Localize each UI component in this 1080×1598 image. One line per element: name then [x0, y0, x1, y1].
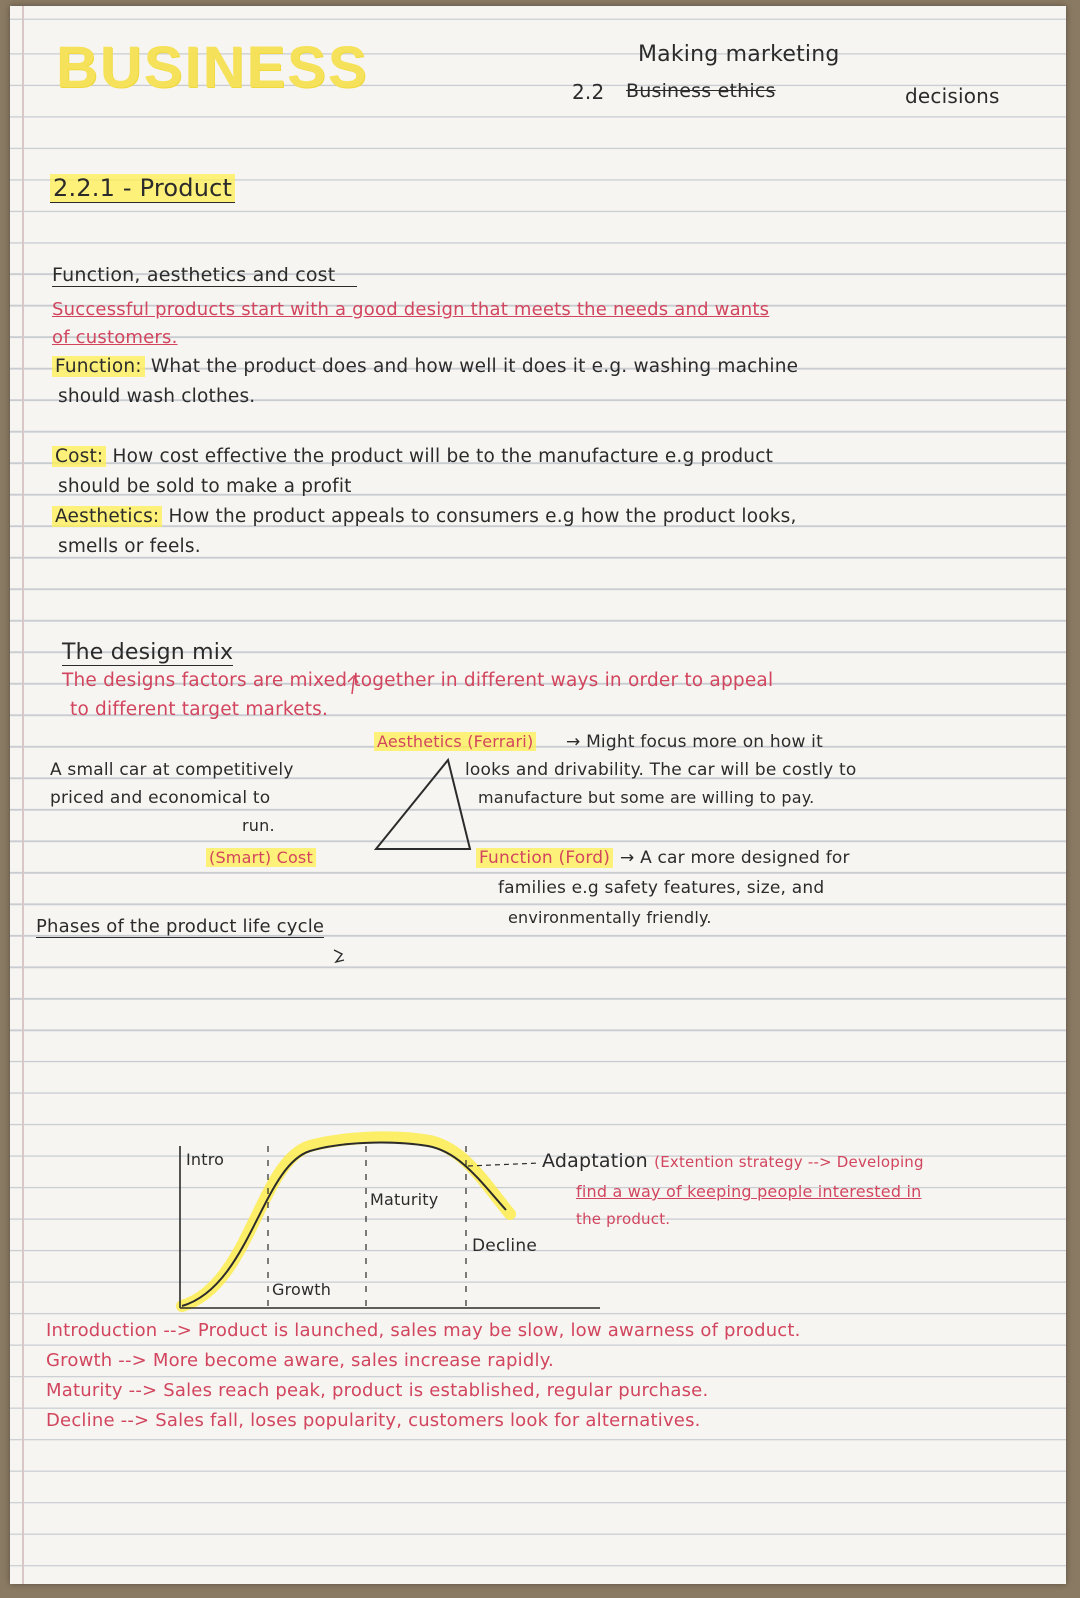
section-number: 2.2 [572, 80, 605, 104]
function-ford-label: Function (Ford) [476, 848, 613, 868]
cost-line1 [52, 446, 773, 467]
hook-arrow-icon [334, 950, 344, 962]
triangle-right-label [476, 848, 613, 868]
aesthetics-ferrari-label: Aesthetics (Ferrari) [374, 732, 536, 751]
aesthetics-text1: How the product appeals to consumers e.g how the product looks, [168, 506, 797, 527]
definition-intro: Introduction --> Product is launched, sales may be slow, low awarness of product. [46, 1320, 801, 1341]
left-note1: A small car at competitively [50, 760, 294, 780]
definition-growth: Growth --> More become aware, sales increase rapidly. [46, 1350, 554, 1371]
cost-label: Cost: [52, 446, 106, 467]
phase-intro-label: Intro [186, 1150, 225, 1169]
function-label: Function: [52, 356, 145, 377]
aesthetics-text2: smells or feels. [58, 536, 201, 557]
notebook-page [10, 6, 1066, 1584]
left-note3: run. [242, 816, 275, 835]
right-note1-text: A car more designed for [640, 848, 850, 868]
top-note3: manufacture but some are willing to pay. [478, 788, 815, 807]
adaptation-line3: find a way of keeping people interested in [576, 1182, 922, 1201]
life-cycle-chart [10, 6, 1066, 1326]
definition-maturity: Maturity --> Sales reach peak, product is established, regular purchase. [46, 1380, 709, 1401]
arrow-right-icon-2: → [620, 848, 641, 868]
right-note2: families e.g safety features, size, and [498, 878, 825, 898]
triangle-top-label [374, 732, 536, 751]
section-heading-fac: Function, aesthetics and cost [52, 264, 357, 287]
right-note1 [620, 848, 850, 868]
smart-cost-label: (Smart) Cost [206, 848, 316, 867]
fac-intro-line1: Successful products start with a good design that meets the needs and wants [52, 299, 770, 320]
page-title: BUSINESS [56, 35, 369, 100]
margin-line [22, 6, 24, 1584]
cost-text1: How cost effective the product will be to the manufacture e.g product [112, 446, 774, 467]
life-cycle-heading: Phases of the product life cycle [36, 916, 325, 937]
design-mix-heading: The design mix [62, 640, 234, 665]
aesthetics-label: Aesthetics: [52, 506, 162, 527]
adaptation-title: Adaptation [542, 1150, 648, 1172]
function-text2: should wash clothes. [58, 386, 256, 407]
design-mix-text2: to different target markets. [70, 699, 329, 720]
topic-line2: decisions [905, 84, 1000, 108]
design-mix-text1: The designs factors are mixed together in different ways in order to appeal [62, 670, 774, 691]
arrow-right-icon: → [566, 732, 587, 752]
adaptation-strategy: (Extention strategy --> Developing [654, 1153, 924, 1171]
triangle-shape [376, 760, 470, 849]
top-note2: looks and drivability. The car will be costly to [465, 760, 857, 780]
fac-intro-line2: of customers. [52, 327, 178, 348]
triangle-left-label [206, 848, 316, 867]
subheading-text: 2.2.1 - Product [50, 174, 235, 203]
adaptation-line4: the product. [576, 1210, 671, 1228]
lifecycle-curve [182, 1143, 506, 1306]
adaptation-line1 [542, 1150, 924, 1172]
cost-text2: should be sold to make a profit [58, 476, 352, 497]
subheading [50, 174, 235, 202]
top-note1-text: Might focus more on how it [586, 732, 823, 752]
function-line1 [52, 356, 798, 377]
lifecycle-highlight [182, 1137, 510, 1306]
top-note1 [566, 732, 823, 752]
struck-topic: Business ethics [626, 80, 776, 102]
adaptation-pointer [468, 1163, 540, 1166]
right-note3: environmentally friendly. [508, 908, 712, 927]
function-text1: What the product does and how well it does it e.g. washing machine [150, 356, 799, 377]
phase-growth-label: Growth [272, 1280, 332, 1299]
definition-decline: Decline --> Sales fall, loses popularity, customers look for alternatives. [46, 1410, 701, 1431]
topic-line1: Making marketing [638, 42, 840, 67]
left-note2: priced and economical to [50, 788, 271, 808]
phase-decline-label: Decline [472, 1236, 537, 1256]
phase-maturity-label: Maturity [370, 1190, 439, 1209]
aesthetics-line1 [52, 506, 797, 527]
